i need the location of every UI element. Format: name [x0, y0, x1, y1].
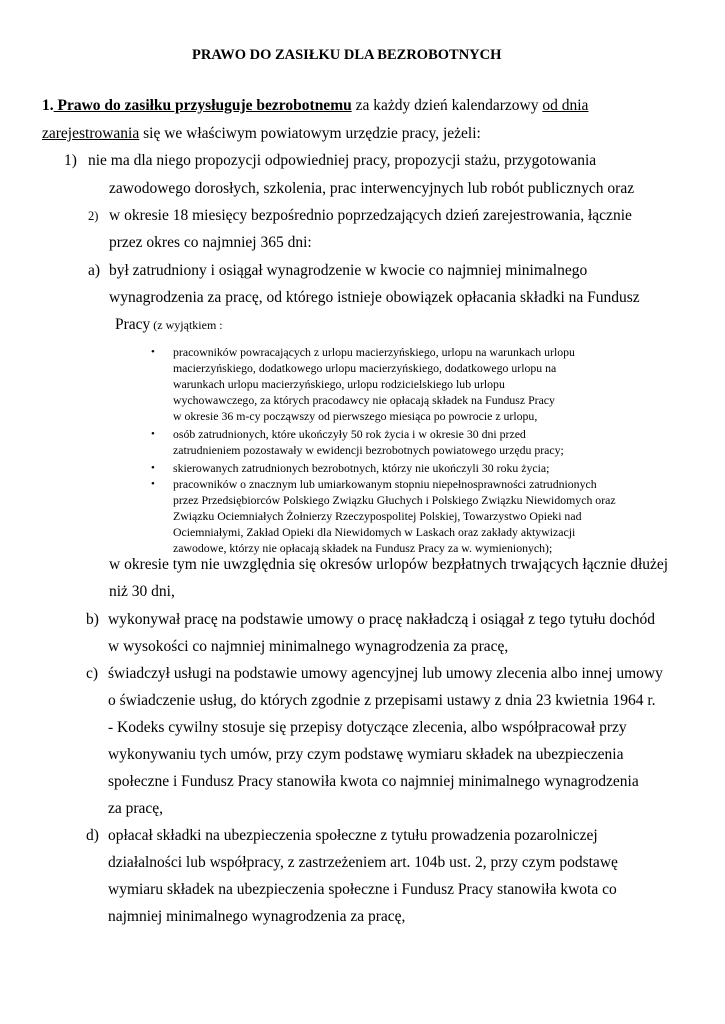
bullet-1-line-4: wychowawczego, za których pracodawcy nie opłacają składek na Fundusz Pracy — [173, 393, 555, 407]
item-2-marker: 2) — [88, 209, 99, 223]
bullet-1-line-3: warunkach urlopu macierzyńskiego, urlopu rodzicielskiego lub urlopu — [173, 377, 505, 391]
item-d-line-4: najmniej minimalnego wynagrodzenia za pracę, — [108, 908, 406, 925]
bullet-1-line-1: pracowników powracających z urlopu macierzyńskiego, urlopu na warunkach urlopu — [173, 345, 575, 359]
item-d-line-3: wymiaru składek na ubezpieczenia społeczne i Fundusz Pracy stanowiła kwota co — [108, 881, 617, 898]
paragraph-underlined-text: od dnia — [542, 97, 589, 114]
item-2-line-1: w okresie 18 miesięcy bezpośrednio poprzedzających dzień zarejestrowania, łącznie — [109, 207, 632, 224]
item-b-marker: b) — [86, 611, 99, 628]
item-1-line-2: zawodowego dorosłych, szkolenia, prac interwencyjnych lub robót publicznych oraz — [109, 180, 635, 197]
bullet-icon: • — [151, 346, 155, 358]
item-d-line-1: opłacał składki na ubezpieczenia społeczne z tytułu prowadzenia pozarolniczej — [108, 827, 598, 844]
bullet-icon: • — [151, 478, 155, 490]
item-a-exception-intro: (z wyjątkiem : — [150, 318, 223, 332]
item-a-line-1: był zatrudniony i osiągał wynagrodzenie w kwocie co najmniej minimalnego — [109, 262, 588, 279]
bullet-1-line-2: macierzyńskiego, dodatkowego urlopu macierzyńskiego, dodatkowego urlopu na — [173, 361, 557, 375]
item-d-marker: d) — [86, 827, 99, 844]
paragraph-1-line-1 — [42, 96, 588, 116]
item-1-line-1: nie ma dla niego propozycji odpowiedniej pracy, propozycji stażu, przygotowania — [88, 152, 597, 169]
item-d-line-2: działalności lub współpracy, z zastrzeżeniem art. 104b ust. 2, przy czym podstawę — [108, 854, 618, 871]
bullet-3-line-1: skierowanych zatrudnionych bezrobotnych, którzy nie ukończyli 30 roku życia; — [173, 461, 550, 475]
bullet-4-line-5: zawodowe, którzy nie opłacają składek na Fundusz Pracy za w. wymienionych); — [173, 541, 553, 555]
item-b-line-1: wykonywał pracę na podstawie umowy o pracę nakładczą i osiągał z tego tytułu dochód — [108, 611, 656, 628]
item-c-line-6: za pracę, — [108, 800, 164, 817]
bullet-icon: • — [151, 428, 155, 440]
item-a-marker: a) — [88, 262, 101, 279]
item-1-marker: 1) — [64, 152, 77, 169]
item-c-line-2: o świadczenie usług, do których zgodnie z przepisami ustawy z dnia 23 kwietnia 1964 r. — [108, 692, 656, 709]
paragraph-bold-lead: Prawo do zasiłku przysługuje bezrobotnemu — [53, 97, 352, 114]
item-a-line-3 — [115, 315, 223, 335]
item-c-line-4: wykonywaniu tych umów, przy czym podstawę wymiaru składek na ubezpieczenia — [108, 746, 624, 763]
item-c-line-3: - Kodeks cywilny stosuje się przepisy dotyczące zlecenia, albo współpracował przy — [108, 719, 627, 736]
bullet-4-line-3: Związku Ociemniałych Żołnierzy Rzeczypospolitej Polskiej, Towarzystwo Opieki nad — [173, 509, 582, 523]
page-title: PRAWO DO ZASIŁKU DLA BEZROBOTNYCH — [192, 47, 502, 63]
bullet-2-line-2: zatrudnieniem pozostawały w ewidencji bezrobotnych powiatowego urzędu pracy; — [173, 443, 564, 457]
paragraph-text: za każdy dzień kalendarzowy — [351, 97, 543, 114]
item-c-marker: c) — [86, 665, 99, 682]
bullet-2-line-1: osób zatrudnionych, które ukończyły 50 rok życia i w okresie 30 dni przed — [173, 427, 526, 441]
bullet-4-line-1: pracowników o znacznym lub umiarkowanym stopniu niepełnosprawności zatrudnionych — [173, 477, 597, 491]
item-a-word: Pracy — [115, 316, 151, 333]
paragraph-1-line-2 — [42, 124, 481, 144]
paragraph-number: 1. — [42, 97, 54, 114]
item-c-line-1: świadczył usługi na podstawie umowy agencyjnej lub umowy zlecenia albo innej umowy — [108, 665, 663, 682]
item-c-line-5: społeczne i Fundusz Pracy stanowiła kwota co najmniej minimalnego wynagrodzenia — [108, 773, 639, 790]
item-b-line-2: w wysokości co najmniej minimalnego wynagrodzenia za pracę, — [108, 638, 509, 655]
bullet-4-line-2: przez Przedsiębiorców Polskiego Związku Głuchych i Polskiego Związku Niewidomych oraz — [173, 493, 616, 507]
bullet-icon: • — [151, 462, 155, 474]
item-2-line-2: przez okres co najmniej 365 dni: — [109, 234, 312, 251]
item-a-tail-line-1: w okresie tym nie uwzględnia się okresów urlopów bezpłatnych trwających łącznie dłużej — [109, 556, 669, 573]
paragraph-underlined-text: zarejestrowania — [42, 125, 140, 142]
paragraph-text: się we właściwym powiatowym urzędzie pracy, jeżeli: — [139, 125, 481, 142]
item-a-tail-line-2: niż 30 dni, — [109, 583, 175, 600]
bullet-4-line-4: Ociemniałymi, Zakład Opieki dla Niewidomych w Laskach oraz zakłady aktywizacji — [173, 525, 576, 539]
item-a-line-2: wynagrodzenia za pracę, od którego istnieje obowiązek opłacania składki na Fundusz — [109, 289, 640, 306]
bullet-1-line-5: w okresie 36 m-cy począwszy od pierwszego miesiąca po powrocie z urlopu, — [173, 409, 538, 423]
